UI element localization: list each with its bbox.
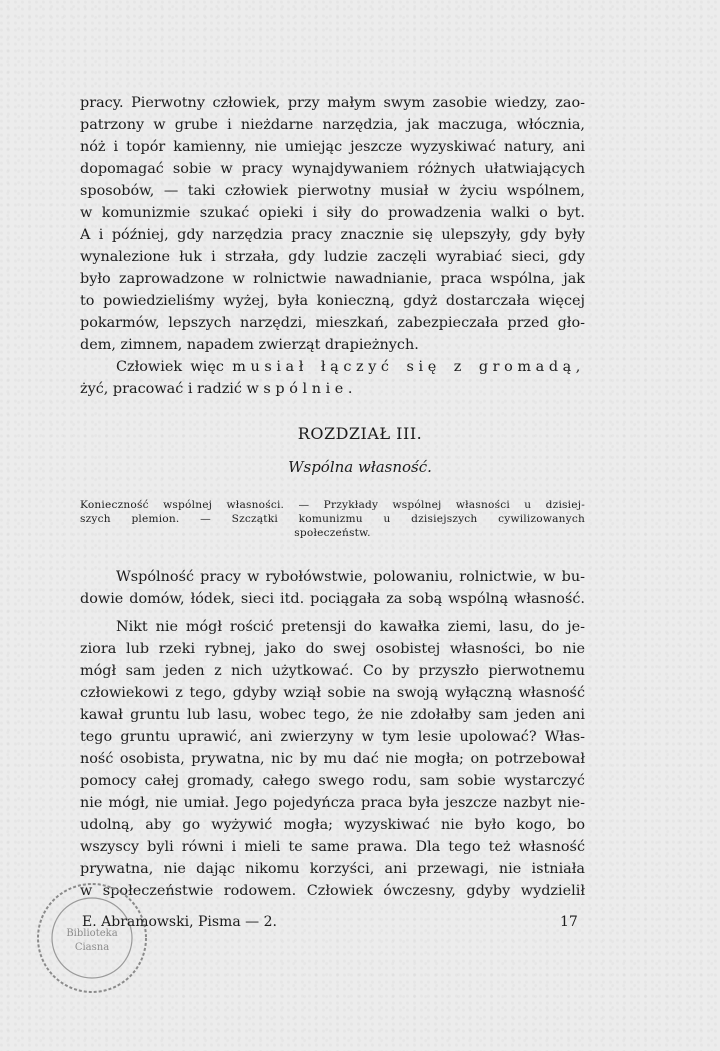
text-line: wynalezione łuk i strzała, gdy ludzie zaczęli wyrabiać sieci, gdy (80, 249, 585, 265)
text-line: Nikt nie mógł rościć pretensji do kawałka ziemi, lasu, do je- (116, 619, 585, 635)
page-number: 17 (560, 914, 578, 930)
paragraph-1 (80, 92, 585, 400)
text-emphasis: musiał łączyć się z gromadą, (232, 359, 585, 375)
text-line: nie mógł, nie umiał. Jego pojedyńcza praca była jeszcze nazbyt nie- (80, 795, 585, 811)
text-emphasis: wspólnie. (246, 381, 358, 397)
text-line: dem, zimnem, napadem zwierząt drapieżnych. (80, 337, 419, 353)
summary-line: Konieczność wspólnej własności. — Przykłady wspólnej własności u dzisiej- (80, 499, 585, 511)
text-line: ność osobista, prywatna, nic by mu dać nie mogła; on potrzebował (80, 751, 585, 767)
footer-author: E. Abramowski, Pisma — 2. (82, 914, 277, 930)
text-line-spaced (80, 356, 585, 378)
text-line: ziora lub rzeki rybnej, jako do swej osobistej własności, bo nie (80, 641, 585, 657)
text-line: dowie domów, łódek, sieci itd. pociągała za sobą wspólną własność. (80, 591, 585, 607)
text-line: pomocy całej gromady, całego swego rodu, sam sobie wystarczyć (80, 773, 585, 789)
text-line: patrzony w grube i nieżdarne narzędzia, jak maczuga, włócznia, (80, 117, 585, 133)
text-line: udolną, aby go wyżywić mogła; wyzyskiwać nie było kogo, bo (80, 817, 585, 833)
text-line: to powiedzieliśmy wyżej, była konieczną, gdyż dostarczała więcej (80, 293, 585, 309)
text-line: Wspólność pracy w rybołówstwie, polowaniu, rolnictwie, w bu- (116, 569, 585, 585)
text-line: A i później, gdy narzędzia pracy znacznie się ulepszyły, gdy były (80, 227, 585, 243)
text-line: było zaprowadzone w rolnictwie nawadnianie, praca wspólna, jak (80, 271, 585, 287)
text-line: w społeczeństwie rodowem. Człowiek ówczesny, gdyby wydzielił (80, 883, 585, 899)
paragraph-3 (80, 616, 585, 902)
text-plain: żyć, pracować i radzić (80, 381, 242, 397)
text-line: nóż i topór kamienny, nie umiejąc jeszcze wyzyskiwać natury, ani (80, 139, 585, 155)
stamp-text: Biblioteka (66, 928, 118, 939)
chapter-subtitle: Wspólna własność. (288, 458, 432, 476)
text-line: w komunizmie szukać opieki i siły do prowadzenia walki o byt. (80, 205, 585, 221)
summary-line: szych plemion. — Szczątki komunizmu u dzisiejszych cywilizowanych (80, 513, 585, 525)
text-line: tego gruntu uprawić, ani zwierzyny w tym lesie upolować? Włas- (80, 729, 585, 745)
stamp-text: Ciasna (74, 942, 110, 953)
text-line: człowiekowi z tego, gdyby wziął sobie na swoją wyłączną własność (80, 685, 585, 701)
text-line: mógł sam jeden z nich użytkować. Co by przyszło pierwotnemu (80, 663, 585, 679)
summary-line: społeczeństw. (294, 527, 371, 539)
text-plain: Człowiek więc (116, 359, 224, 375)
chapter-title: ROZDZIAŁ III. (297, 424, 423, 443)
chapter-summary (80, 498, 585, 540)
paragraph-2 (80, 566, 585, 610)
text-line-spaced (80, 378, 585, 400)
text-line: pokarmów, lepszych narzędzi, mieszkań, zabezpieczała przed gło- (80, 315, 585, 331)
text-line: dopomagać sobie w pracy wynajdywaniem różnych ułatwiających (80, 161, 585, 177)
text-line: wszyscy byli równi i mieli te same prawa. Dla tego też własność (80, 839, 585, 855)
text-line: pracy. Pierwotny człowiek, przy małym swym zasobie wiedzy, zao- (80, 95, 585, 111)
library-stamp-icon (34, 880, 150, 996)
text-line: prywatna, nie dając nikomu korzyści, ani przewagi, nie istniała (80, 861, 585, 877)
text-line: sposobów, — taki człowiek pierwotny musiał w życiu wspólnem, (80, 183, 585, 199)
text-line: kawał gruntu lub lasu, wobec tego, że nie zdołałby sam jeden ani (80, 707, 585, 723)
